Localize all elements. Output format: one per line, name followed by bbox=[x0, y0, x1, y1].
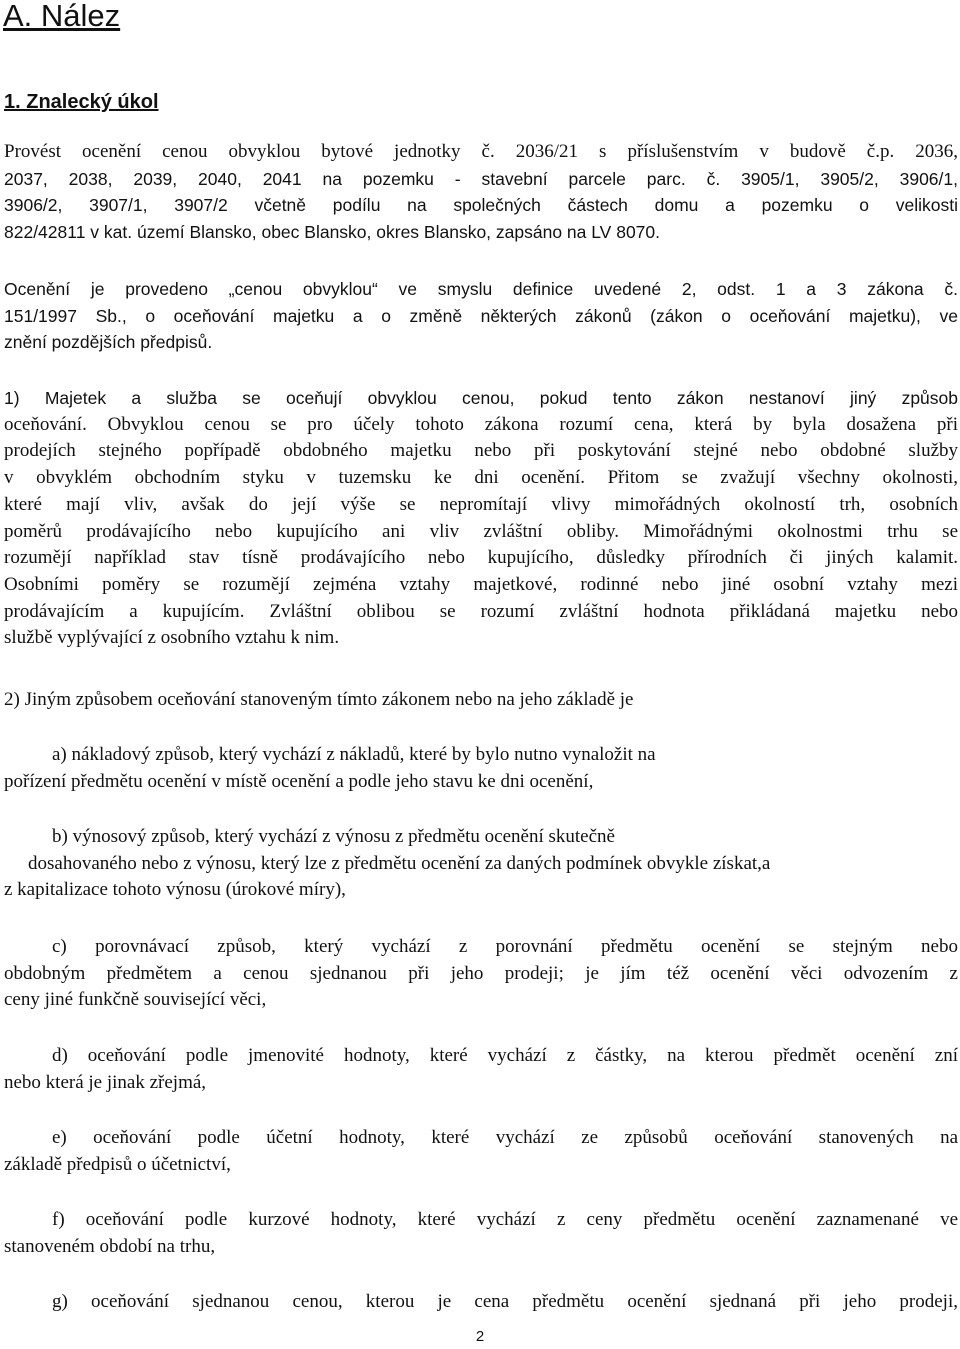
text-line: nebo která je jinak zřejmá, bbox=[4, 1071, 207, 1093]
text-line: 822/42811 v kat. území Blansko, obec Blansko, okres Blansko, zapsáno na LV 8070. bbox=[4, 222, 661, 243]
text-line: rozumějí například stav tísně prodávajícího nebo kupujícího, důsledky přírodních či jiných kalamit. bbox=[4, 547, 958, 569]
text-line: stanoveném období na trhu, bbox=[4, 1235, 216, 1257]
text-line: 2) Jiným způsobem oceňování stanoveným tímto zákonem nebo na jeho základě je bbox=[4, 689, 634, 710]
text-line: Provést ocenění cenou obvyklou bytové jednotky č. 2036/21 s příslušenstvím v budově č.p. 2036, bbox=[4, 141, 958, 162]
text-line: službě vyplývající z osobního vztahu k nim. bbox=[4, 627, 340, 649]
text-line: ceny jiné funkčně související věci, bbox=[4, 989, 267, 1011]
section-title: A. Nález bbox=[3, 0, 121, 33]
text-line: znění pozdějších předpisů. bbox=[4, 332, 213, 353]
text-line: g) oceňování sjednanou cenou, kterou je cena předmětu ocenění sjednaná při jeho prodeji, bbox=[52, 1291, 958, 1312]
text-line: prodejích stejného popřípadě obdobného majetku nebo při poskytování stejné nebo obdobné služby bbox=[4, 440, 958, 462]
text-line: které mají vliv, avšak do její výše se nepromítají vlivy mimořádných okolností trh, osobních bbox=[4, 493, 958, 515]
point-1-paragraph bbox=[4, 385, 958, 652]
subsection-title: 1. Znalecký úkol bbox=[4, 91, 159, 113]
method-f bbox=[4, 1207, 958, 1260]
text-line: dosahovaného nebo z výnosu, který lze z předmětu ocenění za daných podmínek obvykle získat,a bbox=[28, 852, 771, 874]
valuation-paragraph bbox=[4, 276, 958, 356]
text-line: obdobným předmětem a cenou sjednanou při jeho prodeji; je jím též ocenění věci odvozením z bbox=[4, 962, 958, 984]
text-line: Osobními poměry se rozumějí zejména vztahy majetkové, rodinné nebo jiné osobní vztahy mezi bbox=[4, 573, 958, 595]
method-a bbox=[4, 742, 958, 795]
page-number: 2 bbox=[475, 1328, 485, 1345]
text-line: e) oceňování podle účetní hodnoty, které vychází ze způsobů oceňování stanovených na bbox=[52, 1127, 958, 1148]
point-2-intro bbox=[4, 687, 958, 714]
text-line: a) nákladový způsob, který vychází z nákladů, které by bylo nutno vynaložit na bbox=[52, 744, 656, 765]
method-b bbox=[4, 824, 958, 904]
text-line: základě předpisů o účetnictví, bbox=[4, 1153, 231, 1175]
text-line: Ocenění je provedeno „cenou obvyklou“ ve smyslu definice uvedené 2, odst. 1 a 3 zákona č. bbox=[4, 279, 958, 299]
text-line: b) výnosový způsob, který vychází z výnosu z předmětu ocenění skutečně bbox=[52, 826, 615, 847]
text-line: poměrů prodávajícího nebo kupujícího ani vliv zvláštní obliby. Mimořádnými okolnostmi trhu se bbox=[4, 520, 958, 542]
text-line: prodávajícím a kupujícím. Zvláštní oblibou se rozumí zvláštní hodnota přikládaná majetku nebo bbox=[4, 600, 958, 622]
method-d bbox=[4, 1043, 958, 1096]
text-line: c) porovnávací způsob, který vychází z porovnání předmětu ocenění se stejným nebo bbox=[52, 936, 958, 957]
text-line: pořízení předmětu ocenění v místě ocenění a podle jeho stavu ke dni ocenění, bbox=[4, 770, 594, 792]
intro-paragraph bbox=[4, 139, 958, 246]
text-line: 3906/2, 3907/1, 3907/2 včetně podílu na společných částech domu a pozemku o velikosti bbox=[4, 195, 958, 216]
method-e bbox=[4, 1125, 958, 1178]
text-line: 1) Majetek a služba se oceňují obvyklou cenou, pokud tento zákon nestanoví jiný způsob bbox=[4, 388, 958, 408]
text-line: 2037, 2038, 2039, 2040, 2041 na pozemku - stavební parcele parc. č. 3905/1, 3905/2, 3906/1, bbox=[4, 168, 958, 189]
text-line: v obvyklém obchodním styku v tuzemsku ke dni ocenění. Přitom se zvažují všechny okolnosti, bbox=[4, 467, 958, 489]
text-line: z kapitalizace tohoto výnosu (úrokové míry), bbox=[4, 879, 346, 901]
method-g bbox=[4, 1289, 958, 1316]
text-line: f) oceňování podle kurzové hodnoty, které vychází z ceny předmětu ocenění zaznamenané ve bbox=[52, 1209, 958, 1230]
method-c bbox=[4, 934, 958, 1014]
text-line: d) oceňování podle jmenovité hodnoty, které vychází z částky, na kterou předmět ocenění zní bbox=[52, 1045, 958, 1066]
text-line: oceňování. Obvyklou cenou se pro účely tohoto zákona rozumí cena, která by byla dosažena při bbox=[4, 413, 958, 435]
text-line: 151/1997 Sb., o oceňování majetku a o změně některých zákonů (zákon o oceňování majetku), ve bbox=[4, 305, 958, 326]
